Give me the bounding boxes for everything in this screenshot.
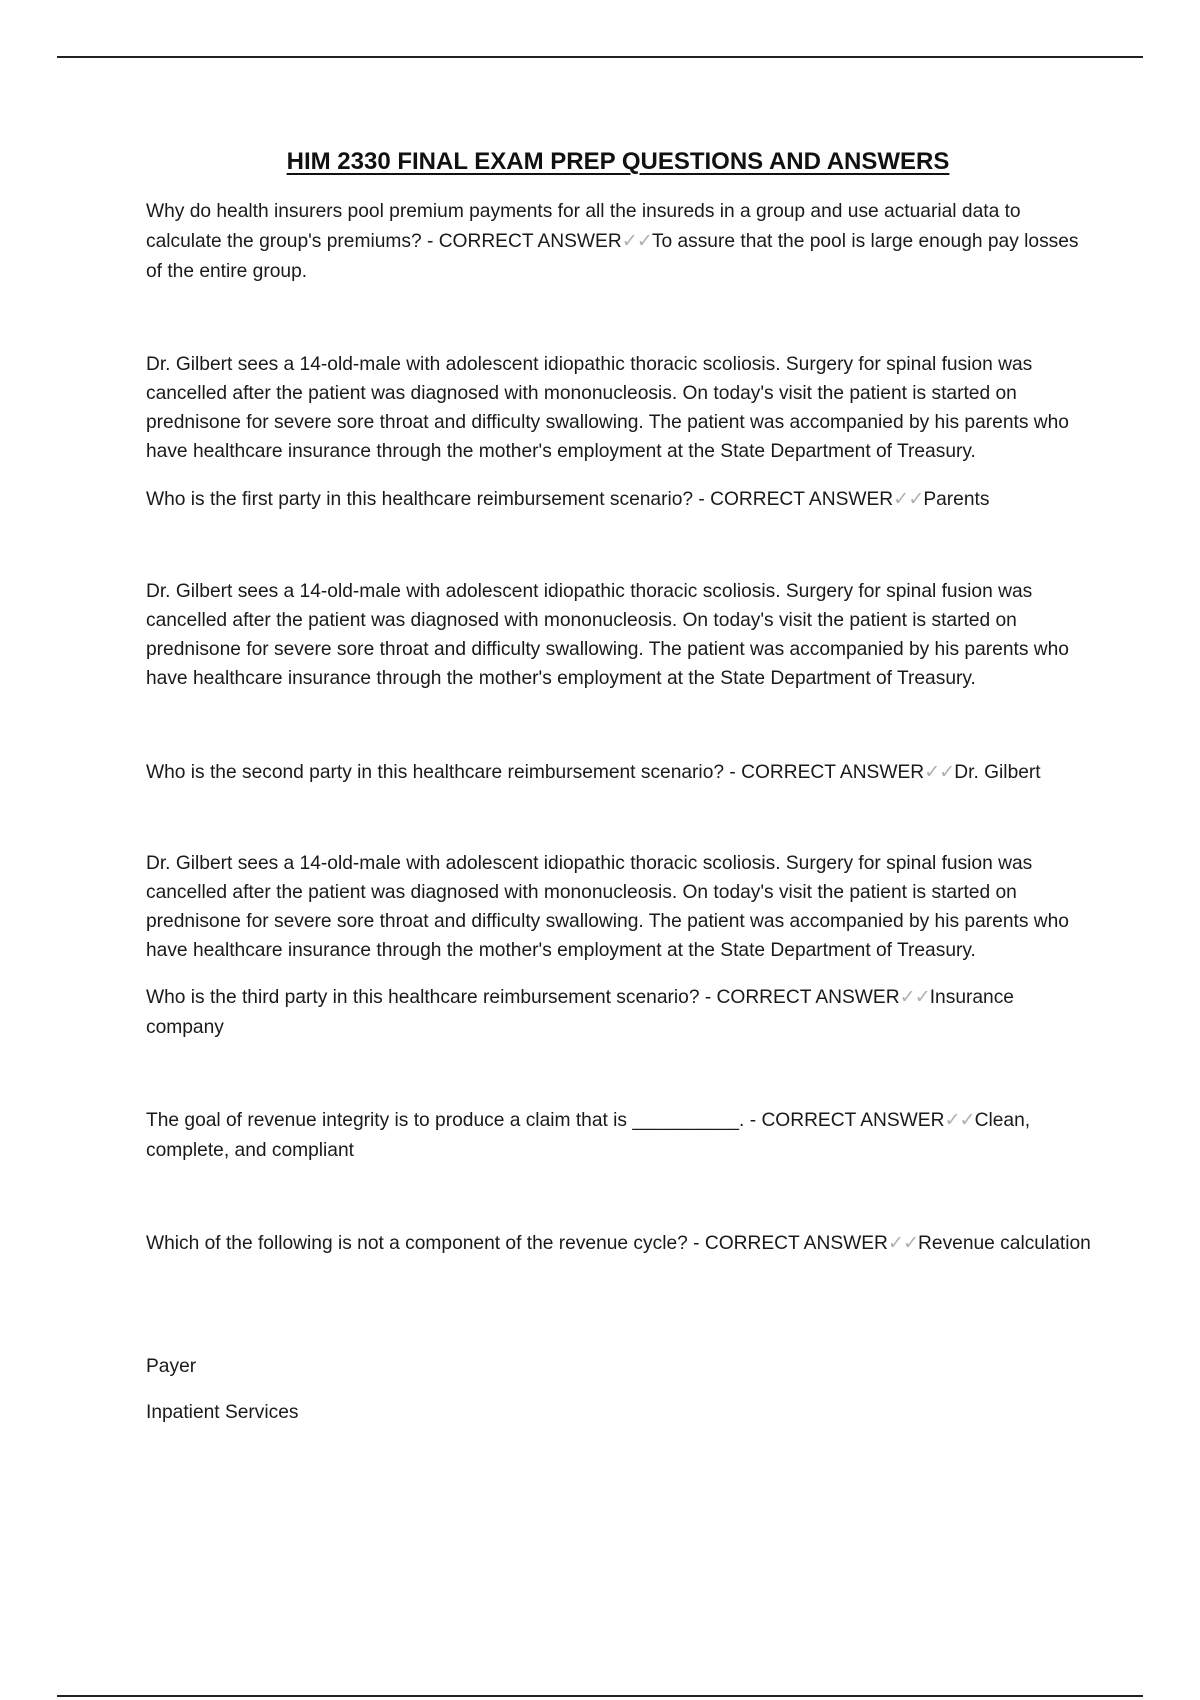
answer-marker: - CORRECT ANSWER — [426, 231, 622, 252]
question-text: Why do health insurers pool premium payments for all the insureds in a group and use actuarial data to calculate the group's premiums? — [146, 201, 1021, 252]
page-title: HIM 2330 FINAL EXAM PREP QUESTIONS AND ANSWERS — [286, 148, 950, 175]
question-text: Who is the second party in this healthcare reimbursement scenario? — [146, 762, 730, 783]
answer-text: Revenue calculation — [918, 1233, 1091, 1254]
check-icon: ✓✓ — [893, 489, 924, 510]
answer-marker: - CORRECT ANSWER — [729, 762, 925, 783]
answer-text: Dr. Gilbert — [954, 762, 1041, 783]
answer-text: Parents — [923, 489, 990, 510]
qa-item-3 — [146, 758, 1096, 788]
bottom-rule — [57, 1695, 1143, 1697]
qa-item-1 — [146, 197, 1096, 287]
question-text: The goal of revenue integrity is to produce a claim that is __________. — [146, 1110, 750, 1131]
question-text: Who is the first party in this healthcare reimbursement scenario? — [146, 489, 699, 510]
check-icon: ✓✓ — [899, 987, 930, 1008]
option-item-inpatient-services: Inpatient Services — [146, 1402, 299, 1423]
question-text: Who is the third party in this healthcare reimbursement scenario? — [146, 987, 705, 1008]
answer-marker: - CORRECT ANSWER — [698, 489, 894, 510]
answer-marker: - CORRECT ANSWER — [749, 1110, 945, 1131]
scenario-paragraph-1: Dr. Gilbert sees a 14-old-male with adolescent idiopathic thoracic scoliosis. Surgery for spinal fusion was cancelled after the patient was diagnosed with mononucleosis. On today's visit the patient is started on prednisone for severe sore throat and difficulty swallowing. The patient was accompanied by his parents who have healthcare insurance through the mother's employment at the State Department of Treasury. — [146, 354, 1069, 462]
answer-text: Clean, complete, and compliant — [146, 1110, 1031, 1161]
qa-item-2 — [146, 485, 1096, 515]
check-icon: ✓✓ — [621, 231, 652, 252]
scenario-paragraph-3: Dr. Gilbert sees a 14-old-male with adolescent idiopathic thoracic scoliosis. Surgery for spinal fusion was cancelled after the patient was diagnosed with mononucleosis. On today's visit the patient is started on prednisone for severe sore throat and difficulty swallowing. The patient was accompanied by his parents who have healthcare insurance through the mother's employment at the State Department of Treasury. — [146, 853, 1069, 961]
check-icon: ✓✓ — [944, 1110, 975, 1131]
qa-item-4 — [146, 983, 1096, 1043]
check-icon: ✓✓ — [924, 762, 955, 783]
option-item-payer: Payer — [146, 1356, 197, 1377]
check-icon: ✓✓ — [887, 1233, 919, 1254]
scenario-paragraph-2: Dr. Gilbert sees a 14-old-male with adolescent idiopathic thoracic scoliosis. Surgery for spinal fusion was cancelled after the patient was diagnosed with mononucleosis. On today's visit the patient is started on prednisone for severe sore throat and difficulty swallowing. The patient was accompanied by his parents who have healthcare insurance through the mother's employment at the State Department of Treasury. — [146, 581, 1069, 689]
answer-marker: - CORRECT ANSWER — [704, 987, 900, 1008]
qa-item-6 — [146, 1229, 1096, 1259]
question-text: Which of the following is not a component of the revenue cycle? — [146, 1233, 694, 1254]
answer-text: Insurance company — [146, 987, 1014, 1038]
answer-marker: - CORRECT ANSWER — [693, 1233, 888, 1254]
answer-text: To assure that the pool is large enough pay losses of the entire group. — [146, 231, 1079, 282]
top-rule — [57, 56, 1143, 58]
qa-item-5 — [146, 1106, 1096, 1166]
